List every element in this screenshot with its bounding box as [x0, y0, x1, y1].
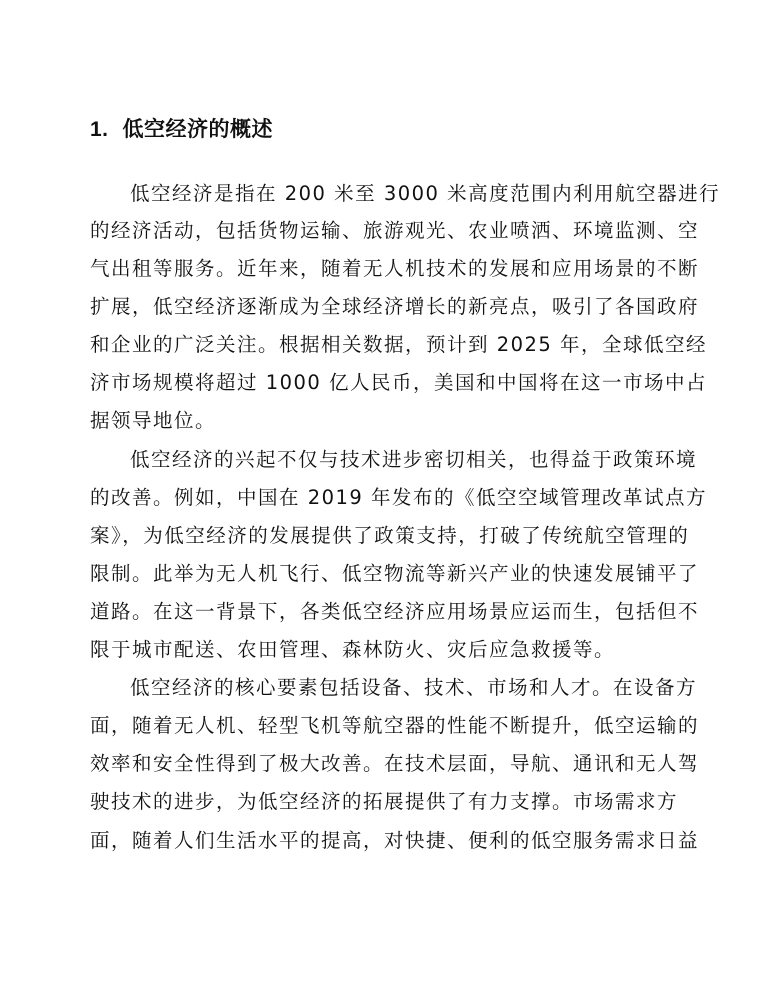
paragraph-2-line-5: 道路。在这一背景下，各类低空经济应用场景应运而生，包括但不 — [90, 600, 700, 623]
paragraph-3-line-3: 效率和安全性得到了极大改善。在技术层面，导航、通讯和无人驾 — [90, 752, 700, 775]
paragraph-3-line-4: 驶技术的进步，为低空经济的拓展提供了有力支撑。市场需求方 — [90, 790, 679, 813]
paragraph-1-line-1: 低空经济是指在 200 米至 3000 米高度范围内利用航空器进行 — [130, 182, 721, 205]
section-title: 低空经济的概述 — [122, 117, 274, 141]
section-number: 1. — [90, 118, 109, 141]
paragraph-3-line-5: 面，随着人们生活水平的提高，对快捷、便利的低空服务需求日益 — [90, 829, 700, 852]
paragraph-2-line-2: 的改善。例如，中国在 2019 年发布的《低空空域管理改革试点方 — [90, 486, 708, 509]
paragraph-1-line-7: 据领导地位。 — [90, 409, 217, 432]
paragraph-2-line-4: 限制。此举为无人机飞行、低空物流等新兴产业的快速发展铺平了 — [90, 562, 700, 585]
paragraph-2-line-6: 限于城市配送、农田管理、森林防火、灾后应急救援等。 — [90, 638, 616, 661]
paragraph-1-line-4: 扩展，低空经济逐渐成为全球经济增长的新亮点，吸引了各国政府 — [90, 295, 700, 318]
section-heading — [90, 113, 273, 143]
paragraph-3-line-1: 低空经济的核心要素包括设备、技术、市场和人才。在设备方 — [130, 676, 698, 699]
paragraph-1-line-3: 气出租等服务。近年来，随着无人机技术的发展和应用场景的不断 — [90, 257, 700, 280]
paragraph-1-line-6: 济市场规模将超过 1000 亿人民币，美国和中国将在这一市场中占 — [90, 371, 708, 394]
paragraph-2-line-3: 案》，为低空经济的发展提供了政策支持，打破了传统航空管理的 — [90, 524, 690, 547]
paragraph-1-line-2: 的经济活动，包括货物运输、旅游观光、农业喷洒、环境监测、空 — [90, 219, 700, 242]
paragraph-1-line-5: 和企业的广泛关注。根据相关数据，预计到 2025 年，全球低空经 — [90, 333, 708, 356]
paragraph-2-line-1: 低空经济的兴起不仅与技术进步密切相关，也得益于政策环境 — [130, 448, 698, 471]
paragraph-3-line-2: 面，随着无人机、轻型飞机等航空器的性能不断提升，低空运输的 — [90, 714, 700, 737]
